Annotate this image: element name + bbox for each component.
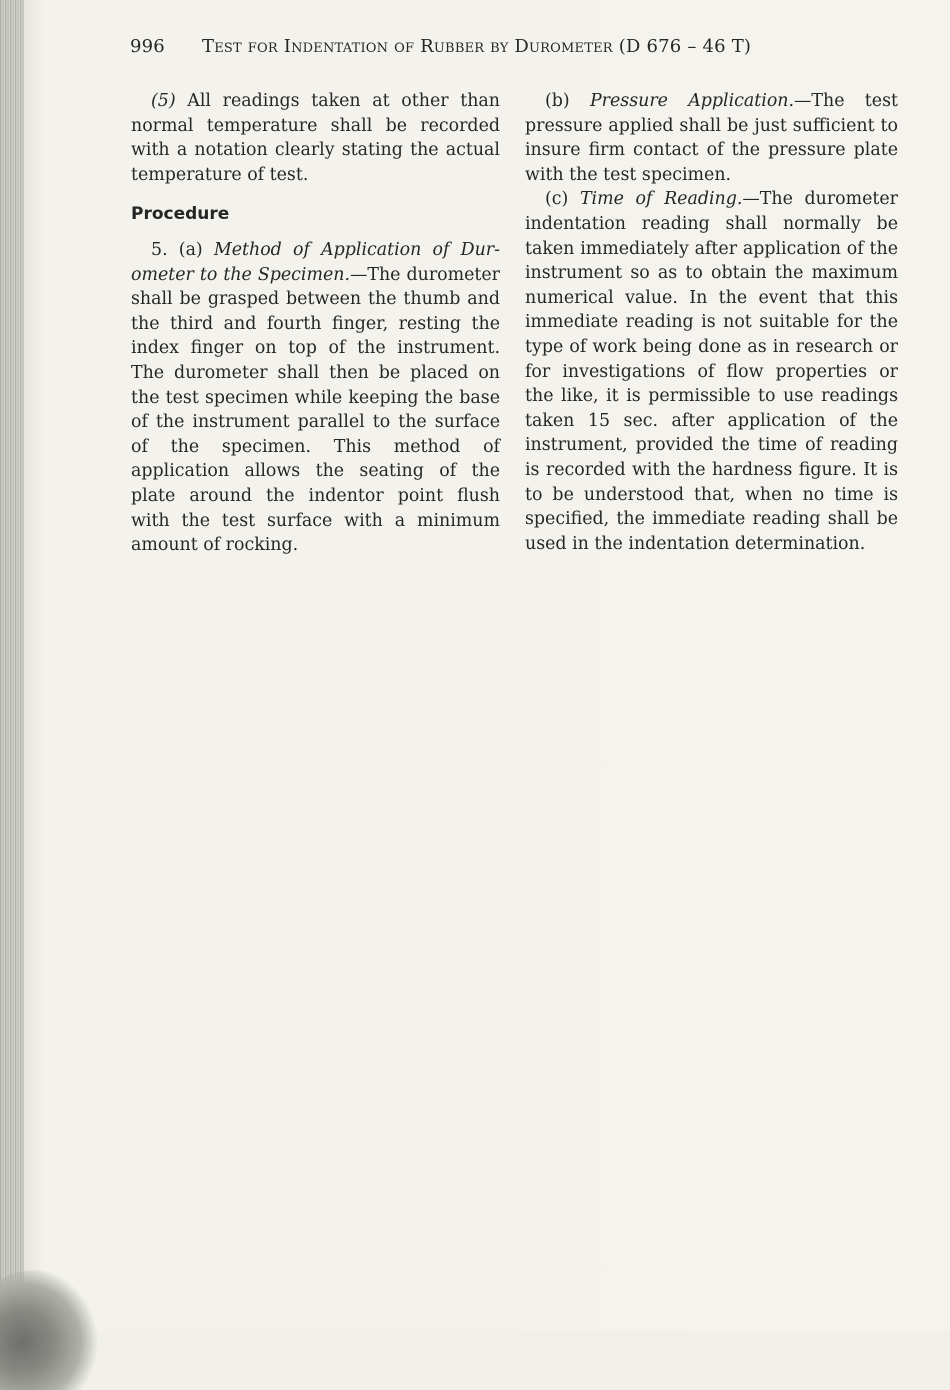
paragraph-5a-title: Method of Application of Durometer to the Specimen. [131,239,500,285]
page-number: 996 [130,36,165,57]
paragraph-b-title: Pressure Application. [589,91,795,111]
paragraph-b [525,89,898,187]
paragraph-c [525,187,898,556]
paragraph-5-text: All readings taken at other than normal temperature shall be recorded with a notation clearly stating the actual temperature of test. [131,91,500,185]
paragraph-b-prefix: (b) [545,91,590,111]
paragraph-b-text: —The test pressure applied shall be just sufficient to insure firm contact of the pressure plate with the test specimen. [525,91,898,185]
paragraph-5 [131,89,500,187]
binding-shadow [0,0,24,1330]
page-corner-curl [0,1270,100,1390]
paragraph-c-title: Time of Reading. [579,189,743,210]
paragraph-c-text: —The durometer indentation reading shall normally be taken immediately after application of the instrument so as to obtain the maximum numerical value. In the event that this immediate reading is not suitable for the type of work being done as in research or for investigations of flow properties or the like, it is permissible to use readings taken 15 sec. after application of the instrument, provided the time of reading is recorded with the hardness figure. It is to be understood that, when no time is specified, the immediate reading shall be used in the indentation determination. [525,189,898,554]
paragraph-5a-text: —The durometer shall be grasped between the thumb and the third and fourth finger, resting the index finger on top of the instrument. The durometer shall then be placed on the test specimen while keeping the base of the instrument parallel to the surface of the specimen. This method of application allows the seating of the plate around the indentor point flush with the test surface with a minimum amount of rocking. [131,264,500,556]
right-column [525,89,898,556]
section-heading-procedure: Procedure [131,204,230,225]
paragraph-5-number: (5) [151,91,176,111]
paragraph-5a-prefix: 5. (a) [151,239,214,260]
running-title: Test for Indentation of Rubber by Durometer (D 676 – 46 T) [202,36,752,57]
left-column [131,89,500,558]
running-header [130,36,830,62]
paragraph-c-prefix: (c) [545,189,580,210]
paragraph-5a [131,238,500,558]
